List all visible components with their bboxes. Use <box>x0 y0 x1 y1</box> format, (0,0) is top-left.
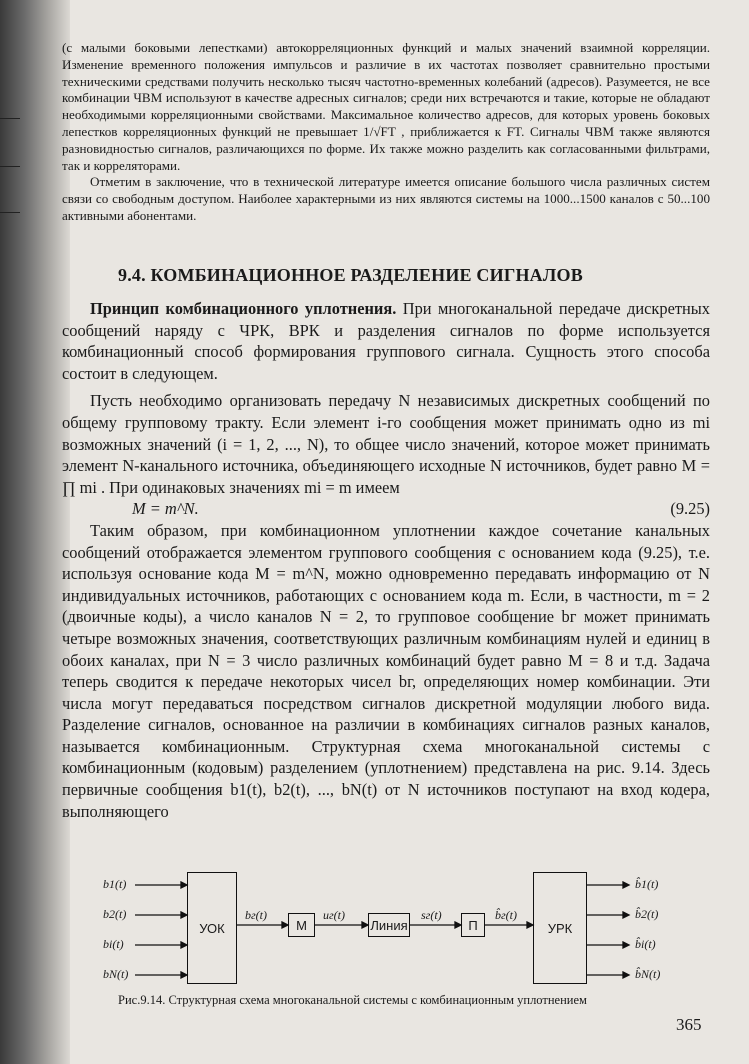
signal-label: sг(t) <box>421 908 442 922</box>
input-label: b2(t) <box>103 907 127 921</box>
output-label: b̂i(t) <box>635 937 656 951</box>
paragraph-3: Таким образом, при комбинационном уплотнении каждое сочетание канальных сообщений отображается элементом группового сообщения с основанием кода (9.25), т.е. используя основание кода M = m^N, можно одновременно передавать информацию от N индивидуальных источников, работающих с основанием кода m. Если, в частности, m = 2 (двоичные коды), а число каналов N = 2, то групповое сообщение bг может принимать четыре возможных значения, соответствующих различным комбинациям нулей и единиц в обоих каналах, при N = 3 число различных комбинаций будет равно M = 8 и т.д. Задача теперь сводится к передаче некоторых чисел bг, определяющих номер комбинации. Эти числа могут передаваться посредством сигналов дискретной модуляции любого вида. Разделение сигналов, основанное на различии в комбинациях сигналов разных каналов, называется комбинационным. Структурная схема многоканальной системы с комбинационным (кодовым) разделением (уплотнением) представлена на рис. 9.14. Здесь первичные сообщения b1(t), b2(t), ..., bN(t) от N источников поступают на вход кодера, выполняющего <box>62 520 710 821</box>
equation: M = m^N. <box>132 499 199 519</box>
input-label: bN(t) <box>103 967 129 981</box>
output-label: b̂1(t) <box>635 877 659 891</box>
input-label: bi(t) <box>103 937 124 951</box>
box-urk: УРК <box>533 872 587 984</box>
output-label: b̂2(t) <box>635 907 659 921</box>
paragraph-1: При многоканальной передаче дискретных сообщений наряду с ЧРК, ВРК и разделения сигналов по форме используется комбинационный способ формирования группового сигнала. Сущность этого способа состоит в следующем. <box>62 299 710 383</box>
box-receiver: П <box>461 913 485 937</box>
block-diagram <box>95 862 705 992</box>
figure-caption: Рис.9.14. Структурная схема многоканальной системы с комбинационным уплотнением <box>118 993 587 1007</box>
output-label: b̂N(t) <box>635 967 661 981</box>
section-title: 9.4. КОМБИНАЦИОННОЕ РАЗДЕЛЕНИЕ СИГНАЛОВ <box>118 265 583 285</box>
top-paragraph-1: (с малыми боковыми лепестками) автокорреляционных функций и малых значений взаимной корреляции. Изменение временного положения импульсов и различие в их частотах позволяет сравнительно простыми техническими средствами получить несколько тысяч частотно-временных колебаний (адресов). Разумеется, не все комбинации ЧВМ используют в качестве адресных сигналов; среди них встречаются и такие, которые не обладают необходимыми корреляционными свойствами. Максимальное количество адресов, для которых уровень боковых лепестков корреляционных функций не превышает 1/√FT , приближается к FT. Сигналы ЧВМ также являются разновидностью сигналов, различающихся по форме. Их также можно разделить как согласованными фильтрами, так и корреляторами. <box>62 40 710 173</box>
paragraph-2: Пусть необходимо организовать передачу N независимых дискретных сообщений по общему групповому тракту. Если элемент i-го сообщения может принимать одно из mi возможных значений (i = 1, 2, ..., N), то общее число значений, которое может принимать элемент N-канального источника, объединяющего исходные N источников, будет равно M = ∏ mi . При одинаковых значениях mi = m имеем <box>62 391 710 497</box>
box-uok: УОК <box>187 872 237 984</box>
paragraph-lead: Принцип комбинационного уплотнения. <box>90 299 397 318</box>
signal-label: uг(t) <box>323 908 346 922</box>
signal-label: bг(t) <box>245 908 268 922</box>
box-line: Линия <box>368 913 410 937</box>
box-modulator: М <box>288 913 315 937</box>
main-text-block <box>62 298 710 822</box>
top-paragraph-2: Отметим в заключение, что в технической литературе имеется описание большого числа различных систем связи со свободным доступом. Наиболее характерными из них являются системы на 1000...1500 каналов с 50...100 активными абонентами. <box>62 174 710 223</box>
page-number: 365 <box>676 1015 702 1034</box>
equation-number: (9.25) <box>670 499 710 519</box>
top-text-block <box>62 40 710 225</box>
equation-line <box>62 498 710 520</box>
signal-label: b̂г(t) <box>495 908 518 922</box>
input-label: b1(t) <box>103 877 127 891</box>
